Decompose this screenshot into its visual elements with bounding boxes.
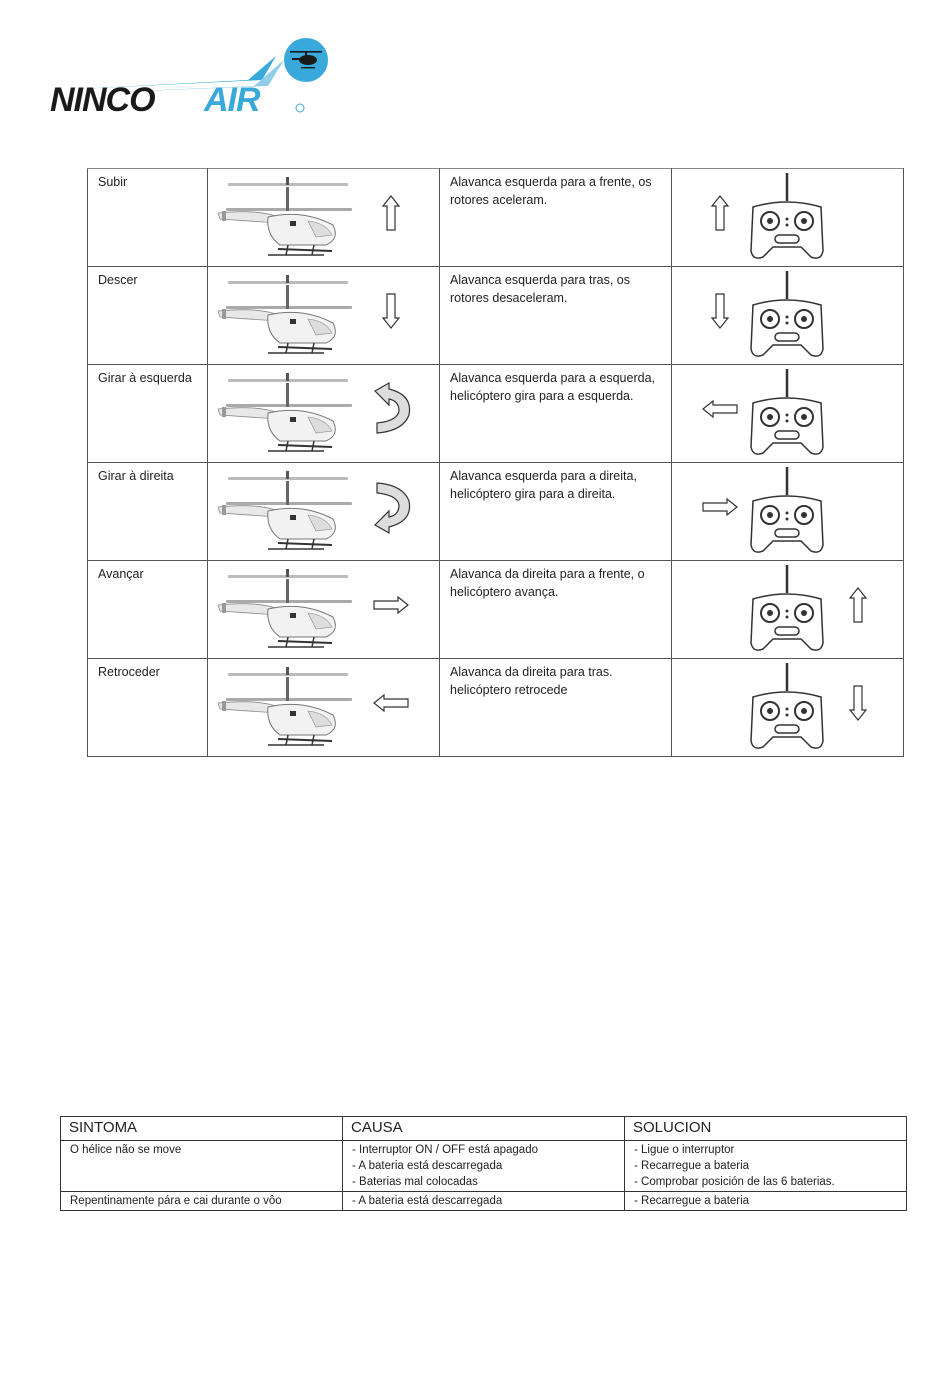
helicopter-illustration (208, 561, 440, 659)
remote-illustration (672, 659, 904, 757)
control-description: Alavanca da direita para a frente, o helicóptero avança. (440, 561, 672, 659)
solution-line: - Recarregue a bateria (634, 1195, 750, 1207)
arrow-left-icon (703, 401, 737, 417)
remote-illustration (672, 365, 904, 463)
troubleshooting-row (61, 1192, 907, 1211)
symptom-cell: Repentinamente pára e cai durante o vôo (61, 1192, 343, 1211)
control-row (88, 561, 904, 659)
control-description: Alavanca da direita para tras. helicóptero retrocede (440, 659, 672, 757)
control-name: Retroceder (88, 659, 208, 757)
remote-illustration (672, 267, 904, 365)
arrow-up-icon (383, 196, 399, 230)
helicopter-illustration (208, 365, 440, 463)
arrow-right-icon (703, 499, 737, 515)
ninco-air-logo (48, 36, 338, 126)
solution-line: - Ligue o interruptor (634, 1144, 735, 1156)
rotate-right-icon (375, 483, 410, 533)
cause-line: - A bateria está descarregada (352, 1195, 503, 1207)
control-name: Girar à direita (88, 463, 208, 561)
remote-control-icon (751, 663, 823, 748)
control-row (88, 365, 904, 463)
control-row (88, 659, 904, 757)
arrow-down-icon (850, 686, 866, 720)
helicopter-icon (218, 471, 352, 549)
control-name: Girar à esquerda (88, 365, 208, 463)
logo-text-ninco: NINCO (50, 81, 155, 119)
troubleshooting-header-row (61, 1117, 907, 1141)
control-description: Alavanca esquerda para a frente, os rotores aceleram. (440, 169, 672, 267)
remote-control-icon (751, 271, 823, 356)
helicopter-icon (218, 177, 352, 255)
flight-controls-table (87, 168, 904, 757)
control-name: Subir (88, 169, 208, 267)
control-description: Alavanca esquerda para a esquerda, helicóptero gira para a esquerda. (440, 365, 672, 463)
helicopter-icon (218, 569, 352, 647)
arrow-up-icon (850, 588, 866, 622)
solution-cell (625, 1192, 907, 1211)
troubleshooting-table (60, 1116, 907, 1211)
helicopter-illustration (208, 169, 440, 267)
control-description: Alavanca esquerda para a direita, helicóptero gira para a direita. (440, 463, 672, 561)
helicopter-illustration (208, 267, 440, 365)
rotate-left-icon (375, 383, 410, 433)
cause-cell (343, 1192, 625, 1211)
header-symptom: SINTOMA (61, 1117, 343, 1141)
helicopter-icon (218, 275, 352, 353)
remote-illustration (672, 169, 904, 267)
control-row (88, 267, 904, 365)
remote-illustration (672, 463, 904, 561)
remote-control-icon (751, 173, 823, 258)
logo-text-air: AIR (204, 81, 260, 119)
troubleshooting-row (61, 1141, 907, 1192)
helicopter-illustration (208, 463, 440, 561)
arrow-down-icon (712, 294, 728, 328)
cause-line: - A bateria está descarregada (352, 1160, 503, 1172)
solution-line: - Recarregue a bateria (634, 1160, 750, 1172)
remote-illustration (672, 561, 904, 659)
helicopter-icon (218, 373, 352, 451)
remote-control-icon (751, 565, 823, 650)
helicopter-icon (218, 667, 352, 745)
arrow-left-icon (374, 695, 408, 711)
arrow-up-icon (712, 196, 728, 230)
helicopter-illustration (208, 659, 440, 757)
symptom-cell: O hélice não se move (61, 1141, 343, 1192)
cause-cell (343, 1141, 625, 1192)
remote-control-icon (751, 467, 823, 552)
solution-line: - Comprobar posición de las 6 baterias. (634, 1176, 835, 1188)
solution-cell (625, 1141, 907, 1192)
control-name: Descer (88, 267, 208, 365)
control-row (88, 463, 904, 561)
control-name: Avançar (88, 561, 208, 659)
control-description: Alavanca esquerda para tras, os rotores desaceleram. (440, 267, 672, 365)
remote-control-icon (751, 369, 823, 454)
header-solution: SOLUCION (625, 1117, 907, 1141)
cause-line: - Interruptor ON / OFF está apagado (352, 1144, 538, 1156)
control-row (88, 169, 904, 267)
arrow-right-icon (374, 597, 408, 613)
header-cause: CAUSA (343, 1117, 625, 1141)
cause-line: - Baterias mal colocadas (352, 1176, 478, 1188)
arrow-down-icon (383, 294, 399, 328)
